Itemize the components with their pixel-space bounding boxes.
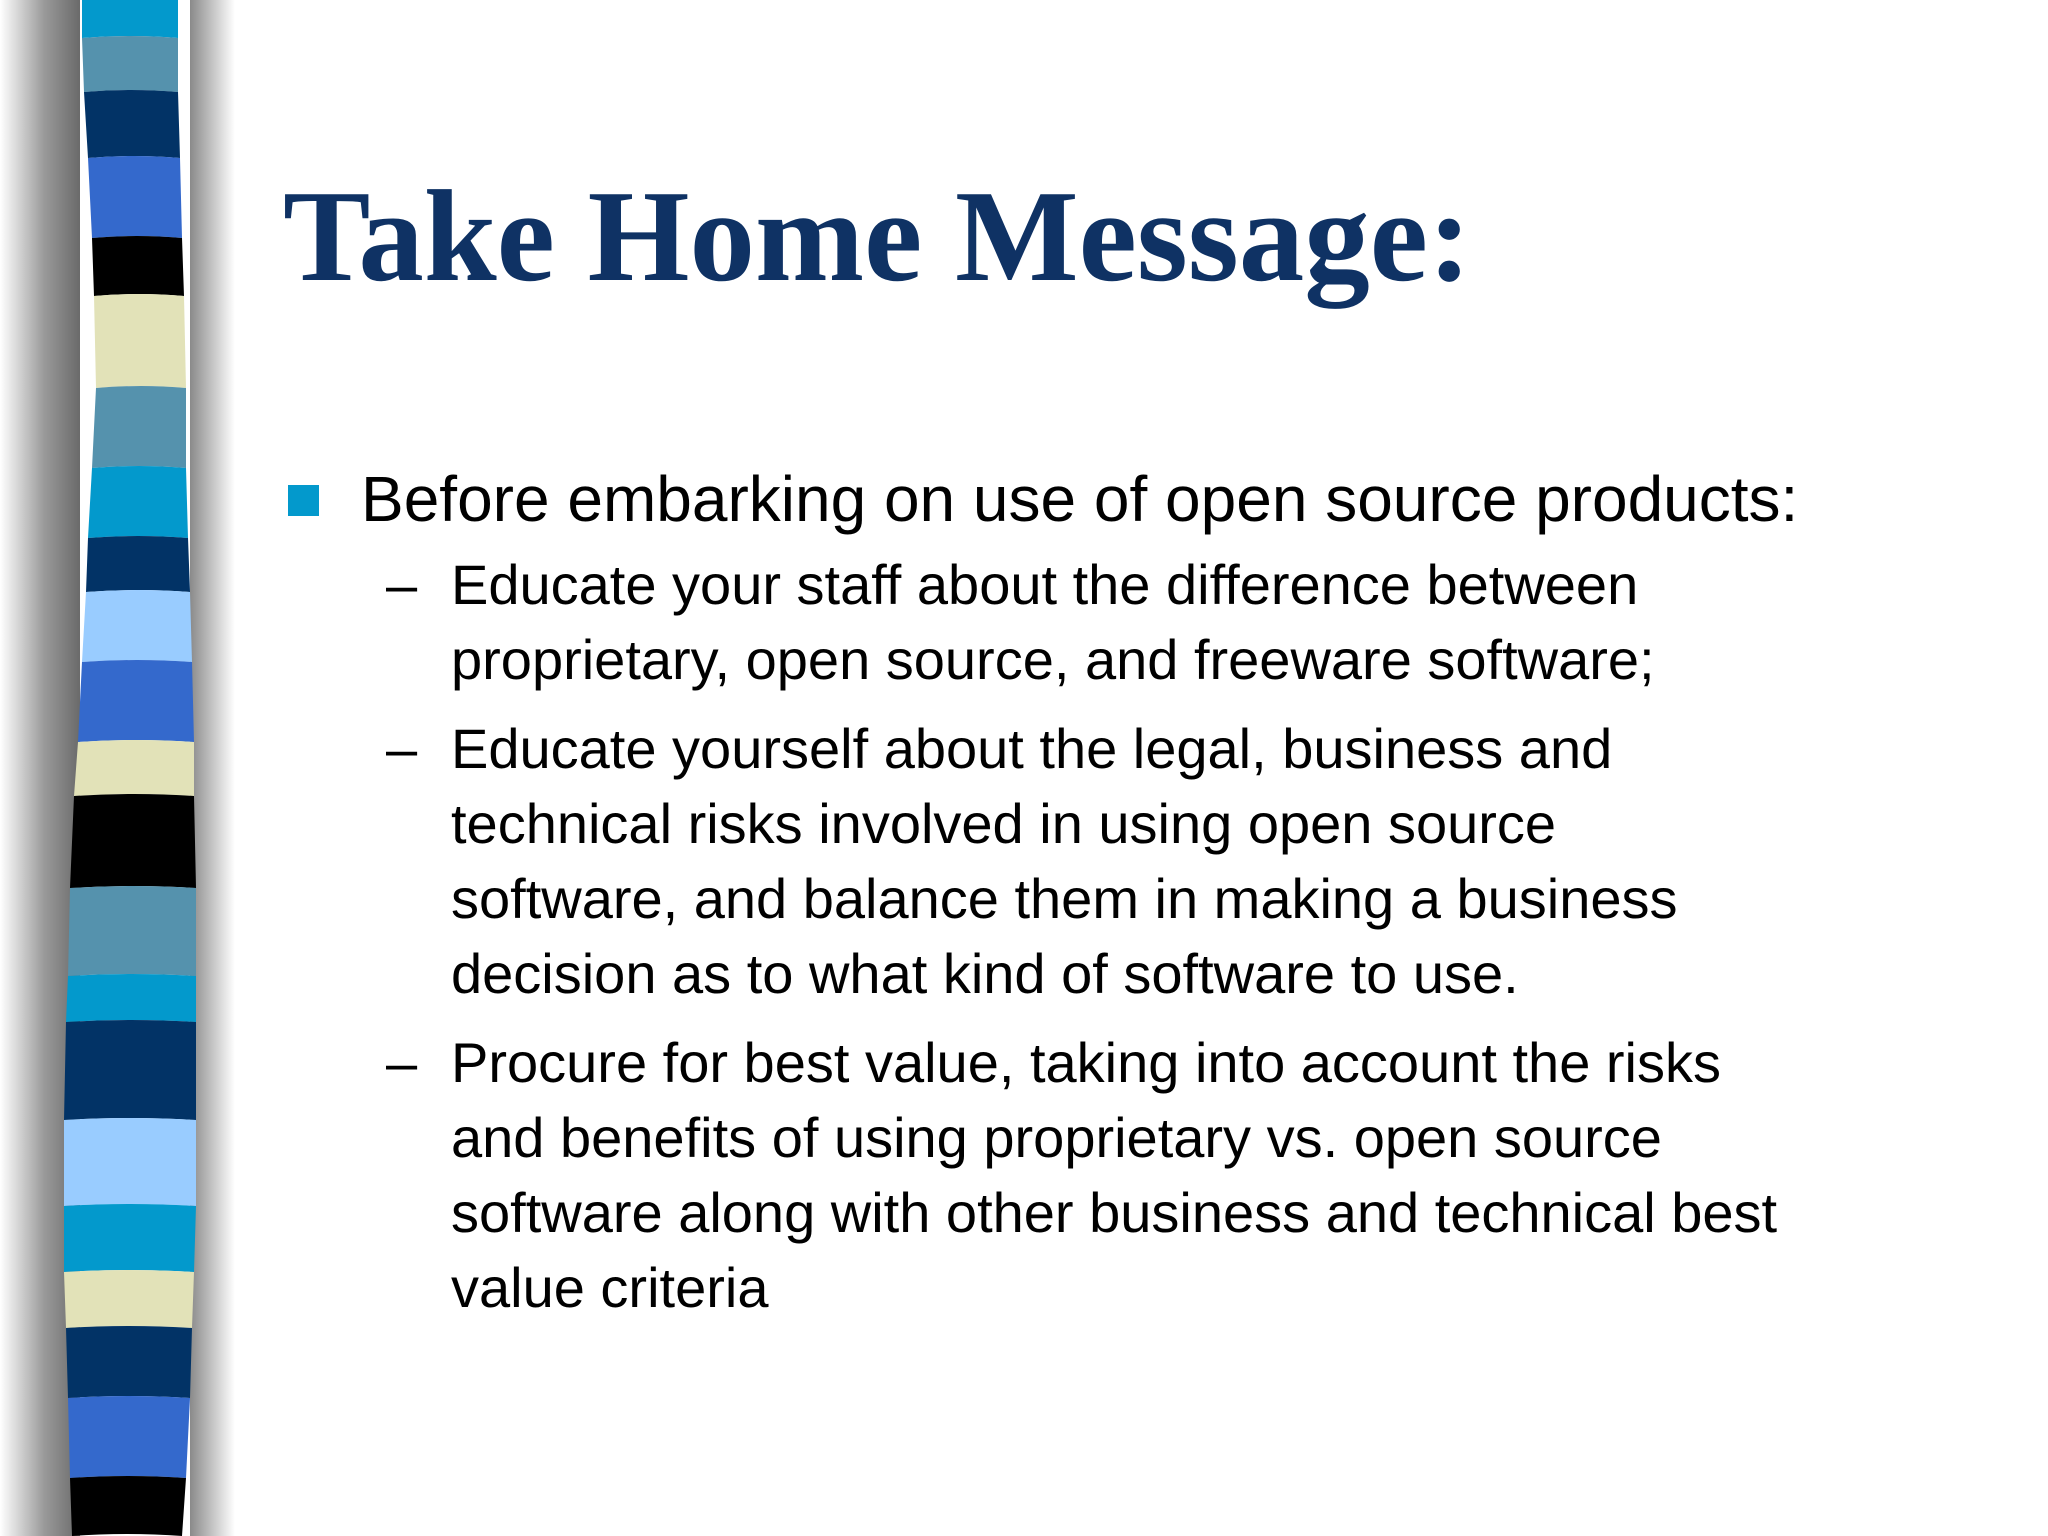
stripe-band <box>88 466 188 538</box>
stripe-band <box>82 36 178 92</box>
stripe-band <box>64 1020 196 1120</box>
stripe-band <box>64 1204 196 1272</box>
stripe-bands <box>64 0 196 1536</box>
sub-bullet-item <box>283 1025 1983 1325</box>
sub-bullet-line: Procure for best value, taking into account the risks <box>451 1031 1721 1094</box>
stripe-band <box>78 660 194 742</box>
stripe-band <box>68 1396 190 1478</box>
slide-body <box>283 455 1983 1339</box>
sub-bullet-line: Educate yourself about the legal, business and <box>451 717 1613 780</box>
sub-bullet-list <box>283 547 1983 1325</box>
stripe-band <box>70 1476 186 1536</box>
stripe-band <box>84 90 180 158</box>
stripe-band <box>64 1118 196 1206</box>
dash-marker: – <box>386 1031 418 1094</box>
dash-marker: – <box>386 553 418 616</box>
stripe-band <box>82 0 178 38</box>
stripe-band <box>86 536 190 592</box>
stripe-band <box>92 386 186 468</box>
stripe-band <box>64 1270 194 1328</box>
stripe-band <box>92 236 184 296</box>
stripe-band <box>94 294 186 388</box>
square-bullet-icon <box>288 485 319 516</box>
sub-bullet-line: proprietary, open source, and freeware software; <box>451 628 1655 691</box>
sub-bullet-line: decision as to what kind of software to use. <box>451 942 1519 1005</box>
stripe-band <box>66 1326 192 1398</box>
stripe-band <box>82 590 192 662</box>
sub-bullet-line: software, and balance them in making a business <box>451 867 1678 930</box>
stripe-band <box>74 740 194 796</box>
sub-bullet-line: value criteria <box>451 1256 769 1319</box>
stripe-band <box>68 886 196 976</box>
sub-bullet-item <box>283 711 1983 1011</box>
stripe-band <box>66 974 196 1022</box>
sub-bullet-item <box>283 547 1983 697</box>
sub-bullet-line: software along with other business and technical best <box>451 1181 1778 1244</box>
decorative-stripe-bar <box>0 0 240 1536</box>
dash-marker: – <box>386 717 418 780</box>
bullet-text: Before embarking on use of open source products: <box>361 463 1799 535</box>
sub-bullet-line: Educate your staff about the difference between <box>451 553 1639 616</box>
stripe-band <box>70 794 196 888</box>
bullet-item <box>283 455 1983 543</box>
sub-bullet-line: technical risks involved in using open source <box>451 792 1557 855</box>
stripe-shadow-right <box>190 0 235 1536</box>
stripe-band <box>88 156 182 238</box>
sub-bullet-line: and benefits of using proprietary vs. open source <box>451 1106 1662 1169</box>
slide-title: Take Home Message: <box>283 164 1472 309</box>
